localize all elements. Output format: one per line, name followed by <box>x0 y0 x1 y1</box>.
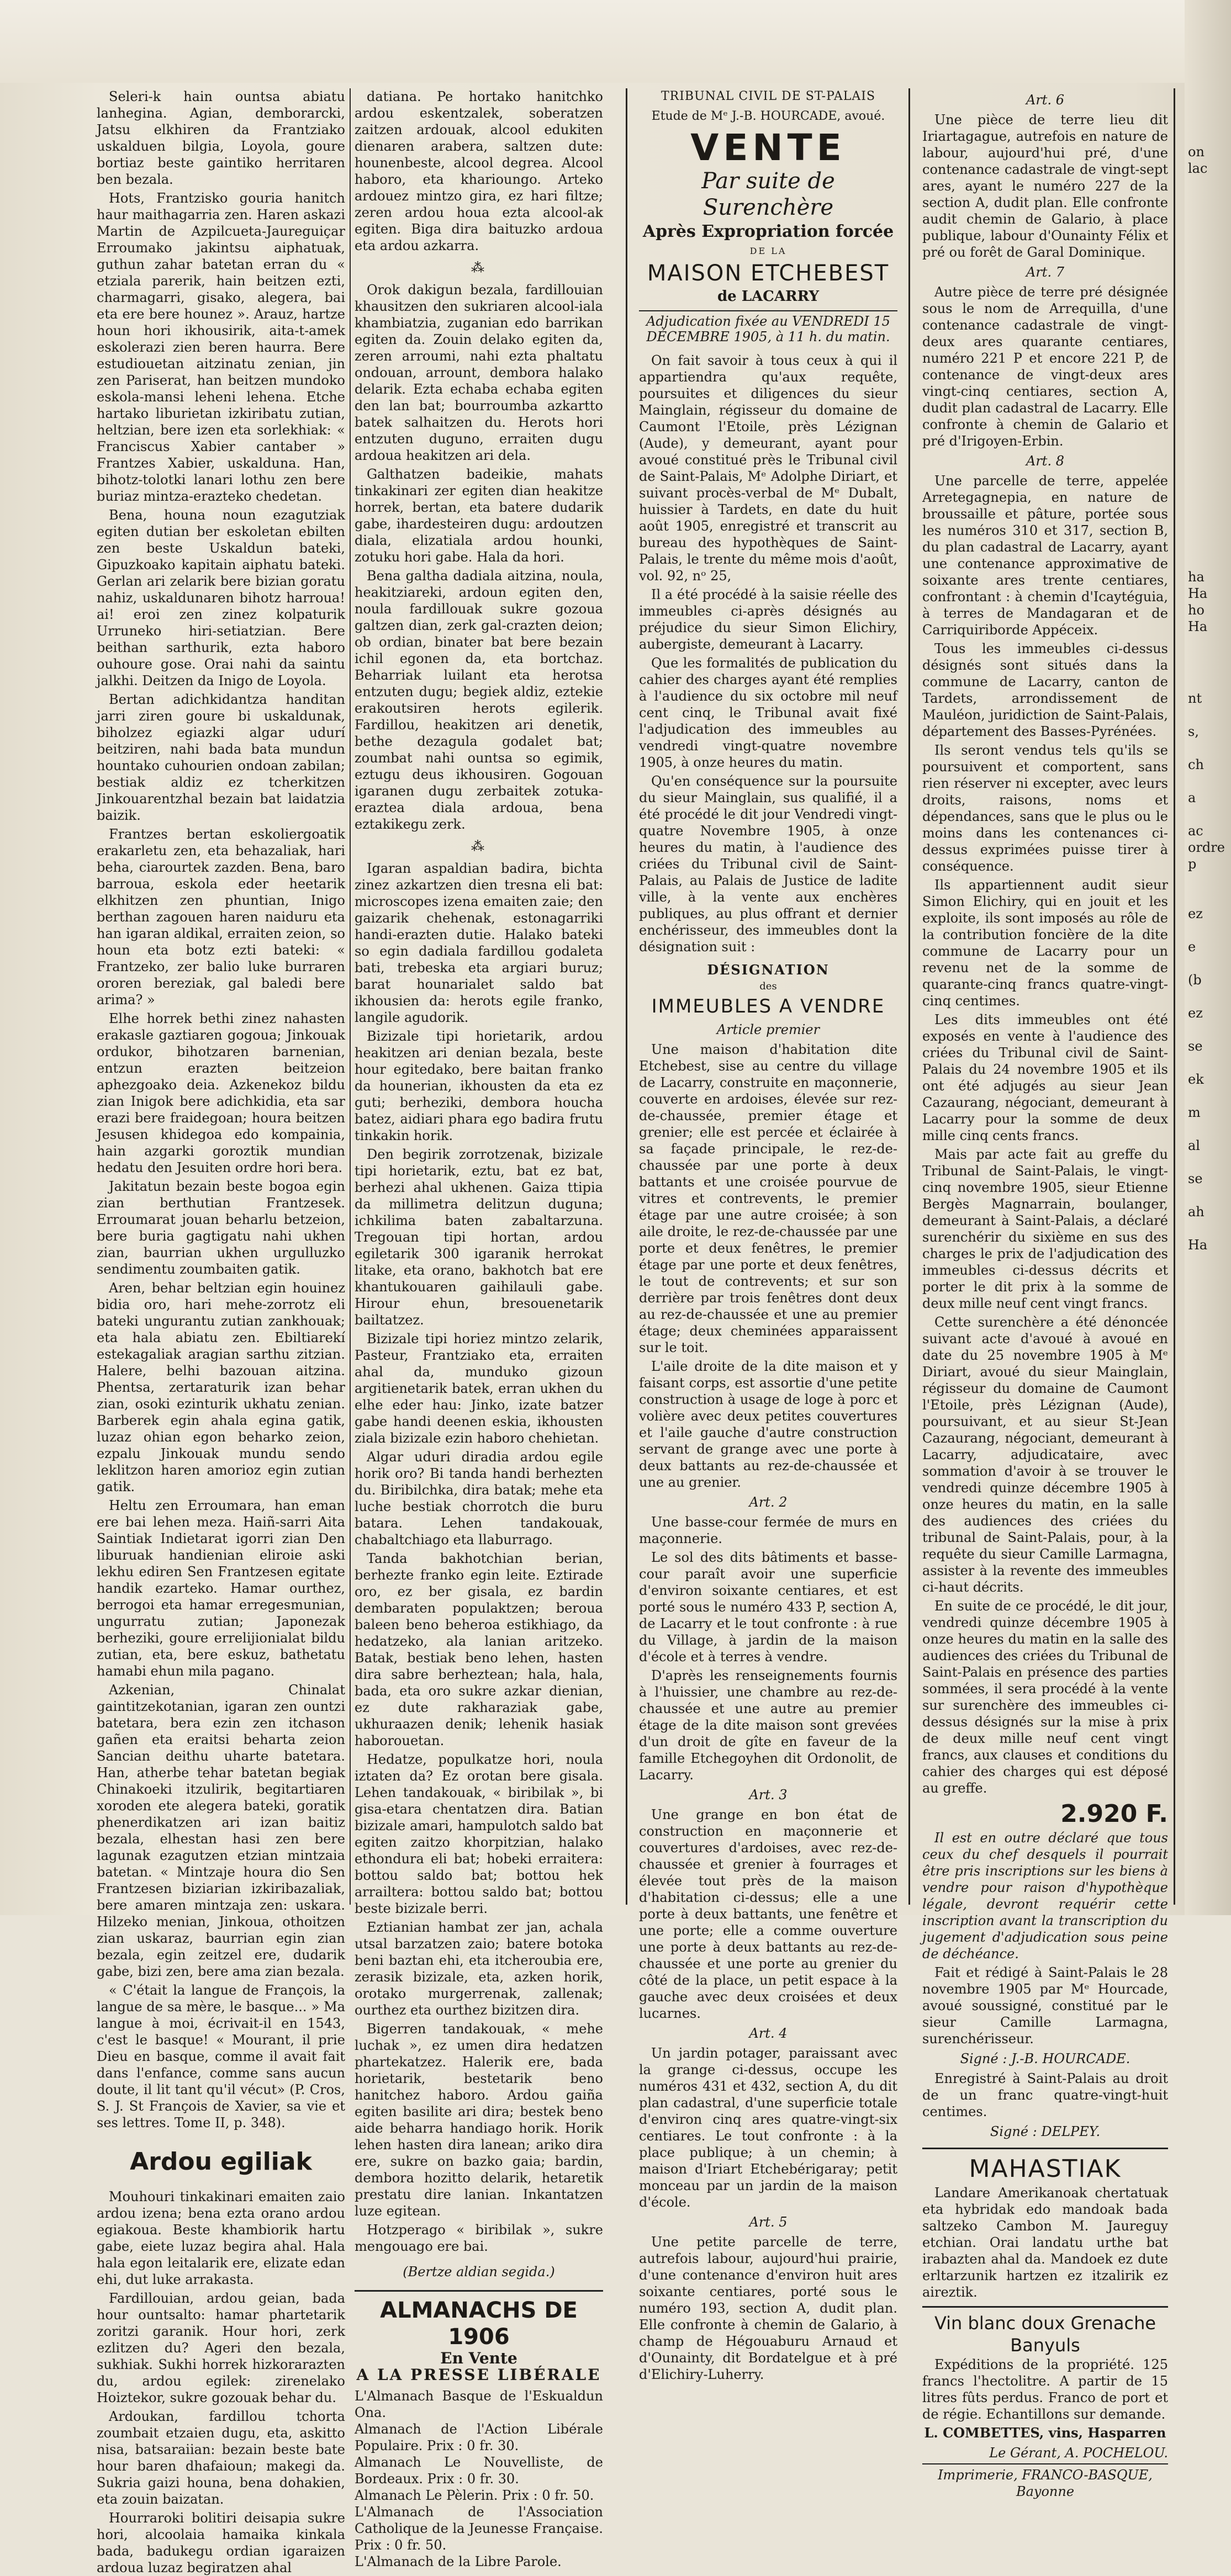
paragraph: Frantzes bertan eskoliergoatik erakarletu zen, eta behazaliak, hari beha, ciarourtek zazden. Bena, baro barroua, eskola eder heetarik elkhitzen zen phuntian, Inigo berthan zagouen haren naiduru eta han igaran aldikal, erraiten zeion, so houn eta botz ezti bateki: « Frantzeko, zer balio luke burraren ororen bereziak, gal baledi bere arima? » <box>97 826 345 1008</box>
paragraph: Qu'en conséquence sur la poursuite du sieur Mainglain, sus qualifié, il a été procédé le dit jour Vendredi vingt-quatre Novembre 1905, à onze heures du matin, à l'audience des criées du Tribunal civil de Saint-Palais, au Palais de Justice de ladite ville, à la vente aux enchères publiques, au plus offrant et dernier enchérisseur, des immeubles dont la désignation suit : <box>639 773 897 955</box>
paragraph: Hourraroki bolitiri deisapia sukre hori, alcoolaia hamaika kinkala bada, badukegu ordian igaraizen ardoua luzaz begiratzen ahal <box>97 2510 345 2575</box>
paragraph: « C'était la langue de François, la langue de sa mère, le basque... » Ma langue à moi, écrivait-il en 1543, c'est le basque! « Mourant, il prie Dieu en basque, comme il avait fait dans l'enfance, comme sans aucun doute, il lit tant qu'il vécut» (P. Cros, S. J. St François de Xavier, sa vie et ses lettres. Tome II, p. 348). <box>97 1983 345 2130</box>
paragraph: Bena galtha dadiala aitzina, noula, heakitziareki, ardoun egiten den, noula fardillouak sukre gozoua galtzen dian, zerk gal-crazten deion; ob ordian, binater bat bere bezain ichil egonen da, eta bortchaz. Beharriak luilant eta herotsa entzuten dugu; begiek aldiz, eztekie erakoutsiren herots egilerik. Fardillou, heakitzen ari denetik, bethe dezagula godalet bat; zoumbat nahi ountsa so egimik, eztugu deus ikhousiren. Gogouan igaranen dugu zerbaitek zotuka-eraztea diala ardoua, bena eztakikegu zerk. <box>355 568 603 832</box>
designation-heading: DÉSIGNATION <box>707 962 830 978</box>
paragraph: Elhe horrek bethi zinez nahasten erakasle gaztiaren gogoua; Jinkouak ordukor, bihotzaren barnenian, entzun erazten beitzeion aphezgoako deia. Azkenekoz bildu zian Inigok bere adichkidia, eta sar erazi bere fraidegoan; houra beitzen Jesusen khidegoa edo kompainia, hain azgarki goroztik mundian hedatu den Jesuiten ordre hori bera. <box>97 1011 345 1175</box>
mise-a-prix: 2.920 F. <box>1060 1800 1168 1828</box>
paragraph: Hedatze, populkatze hori, noula iztaten da? Ez orotan bere gisala. Lehen tandakouak, « biribilak », bi gisa-etara chentatzen dira. Batian bizizale amari, hampulotch saldo bat egiten zaitzo khorpitzian, halako ethondura eli bat; hobeki erraitera: bottou saldo bat; bottou hek arrailtera: bottou saldo bat; bottou beste bizizale berri. <box>355 1752 603 1916</box>
paragraph: Autre pièce de terre pré désignée sous le nom de Arrequilla, d'une contenance cadastrale de vingt-deux ares quarante centiares, numéro 221 P et encore 221 P, de contenance de vingt-deux ares vingt-cinq centiares, section A, dudit plan cadastral de Lacarry. Elle confronte à chemin de Galario et pré d'Irigoyen-Erbin. <box>922 284 1168 449</box>
paragraph: Landare Amerikanoak chertatuak eta hybridak edo mandoak bada saltzeko Cambon M. Jaureguy etchian. Orai landatu urthe bat irabazten ahal da. Mandoek ez dute erltarzunik hartzen ez itzalirik ez aireztik. <box>922 2185 1168 2300</box>
edge-fragment: Ha <box>1188 586 1208 601</box>
continued-note: (Bertze aldian segida.) <box>403 2264 555 2280</box>
vin-ad <box>922 2306 1168 2441</box>
almanach-ad <box>355 2290 603 2570</box>
maison-heading: MAISON ETCHEBEST <box>647 261 890 286</box>
column-4 <box>922 88 1168 2499</box>
paragraph: Expéditions de la propriété. 125 francs l'hectolitre. A partir de 15 litres fûts perdus. Franco de port et de régie. Echantillons sur demande. <box>922 2357 1168 2422</box>
almanach-line: L'Almanach de la Libre Parole. <box>355 2554 562 2569</box>
edge-fragment: on <box>1188 144 1204 160</box>
paragraph: L'aile droite de la dite maison et y faisant corps, est assortie d'une petite construction à usage de loge à porc et volière avec deux petites couvertures et l'aile gauche d'autre construction servant de grange avec une porte à deux battants au rez-de-chaussée et une au grenier. <box>639 1359 897 1490</box>
imprimerie-line: Imprimerie, FRANCO-BASQUE, Bayonne <box>922 2463 1168 2500</box>
tribunal-header: TRIBUNAL CIVIL DE ST-PALAIS <box>661 89 876 103</box>
paragraph: Une pièce de terre lieu dit Iriartagague, autrefois en nature de labour, aujourd'hui pré, d'une contenance cadastrale de vingt-sept ares, ayant le numéro 227 de la section A, dudit plan. Elle confronte audit chemin de Galario, à place publique, labour d'Ounainty Félix et pré ou forêt de Garal Dominique. <box>922 112 1168 260</box>
paragraph: Bertan adichkidantza handitan jarri ziren goure bi uskaldunak, biholzez egiazki algar udurí beitziren, nahi bada bata mundun hountako cuhourien ondoan zabilan; bestiak aldiz ez tcherkitzen Jinkouarentzhal bezain bat laidatzia baizik. <box>97 692 345 823</box>
edge-fragment: Ha <box>1188 619 1208 634</box>
paragraph: Ils seront vendus tels qu'ils se poursuivent et comportent, sans rien réserver ni excepter, avec leurs droits, raisons, noms et dépendances, sans que le plus ou le moins dans les contenances ci-dessus exprimées puisse tirer à conséquence. <box>922 743 1168 874</box>
paragraph: Bizizale tipi horiez mintzo zelarik, Pasteur, Frantziako eta, erraiten ahal da, munduko gizoun argitienetarik batek, erran ukhen du elhe eder hau: Jinko, izate batzer gabe handi deenen eskia, ikhousten ziala bizizale ezin haboro chehietan. <box>355 1331 603 1446</box>
edge-fragment: ek <box>1188 1072 1204 1087</box>
article-label: Art. 3 <box>749 1787 788 1803</box>
mahastiak-ad <box>922 2148 1168 2301</box>
edge-fragment: a <box>1188 790 1196 805</box>
section-separator: ⁂ <box>471 260 487 275</box>
paragraph: Cette surenchère a été dénoncée suivant acte d'avoué à avoué en date du 25 novembre 1905 à Mᵉ Diriart, avoué du sieur Mainglain, régisseur du domaine de Caumont l'Etoile, près Lézignan (Aude), poursuivant, et au sieur St-Jean Cazaurang, négociant, demeurant à Lacarry, adjudicataire, avec sommation d'avoir à se trouver le vendredi quinze décembre 1905 à onze heures du matin, en la salle des audiences des criées du tribunal de Saint-Palais, pour, à la requête du sieur Camille Larmagna, assister à la revente des immeubles ci-haut décrits. <box>922 1314 1168 1595</box>
paragraph: Enregistré à Saint-Palais au droit de un franc quatre-vingt-huit centimes. <box>922 2071 1168 2119</box>
top-margin <box>0 0 1231 83</box>
paragraph: Hotzperago « biribilak », sukre mengouago ere bai. <box>355 2222 603 2254</box>
article-label: Art. 8 <box>1026 453 1064 469</box>
column-1 <box>97 88 345 2575</box>
paragraph: Fait et rédigé à Saint-Palais le 28 novembre 1905 par Mᵉ Hourcade, avoué soussigné, constitué par le sieur Camille Larmagna, surenchérisseur. <box>922 1965 1168 2047</box>
edge-fragment: se <box>1188 1038 1203 1054</box>
vente-subtitle: Par suite de Surenchère <box>701 168 835 220</box>
paragraph: Il est en outre déclaré que tous ceux du chef desquels il pourrait être pris inscriptions sur les biens à vendre pour raison d'hypothèque légale, devront requérir cette inscription avant la transcription du jugement d'adjudication sous peine de déchéance. <box>922 1830 1168 1962</box>
paragraph: Ils appartiennent audit sieur Simon Elichiry, qui en jouit et les exploite, ils sont imposés au rôle de la contribution foncière de la dite commune de Lacarry pour un revenu net de la somme de quarante-cinq francs quatre-vingt-cinq centimes. <box>922 877 1168 1009</box>
paragraph: Les dits immeubles ont été exposés en vente à l'audience des criées du Tribunal civil de Saint-Palais du 24 novembre 1905 et ils ont été adjugés au sieur Jean Cazaurang, négociant, demeurant à Lacarry pour la somme de deux mille cinq cents francs. <box>922 1012 1168 1143</box>
almanach-line: L'Almanach de l'Association Catholique de la Jeunesse Française. Prix : 0 fr. 50. <box>355 2504 603 2553</box>
edge-fragment: m <box>1188 1105 1201 1120</box>
vente-subtitle-2: Après Expropriation forcée <box>642 222 894 241</box>
paragraph: Un jardin potager, paraissant avec la grange ci-dessus, occupe les numéros 431 et 432, section A, du dit plan cadastral, d'une superficie totale d'environ cinq ares quatre-vingt-six centiares. Le tout confronte : à la place publique; à un chemin; à maison d'Iriart Etchebérigaray; petit monceau par un jardin de la maison d'école. <box>639 2045 897 2210</box>
paragraph: Une basse-cour fermée de murs en maçonnerie. <box>639 1514 897 1546</box>
article-label: Article premier <box>716 1022 820 1037</box>
edge-fragment: lac <box>1188 161 1208 176</box>
combettes-line: L. COMBETTES, vins, Hasparren <box>924 2425 1166 2441</box>
edge-fragment: ac <box>1188 823 1203 839</box>
almanach-line: Almanach Le Pèlerin. Prix : 0 fr. 50. <box>355 2488 594 2503</box>
paragraph: Seleri-k hain ountsa abiatu lanhegina. Agian, demborarcki, Jatsu elkhiren da Frantziako uskalduen bilgia, Loyola, goure bortiaz beste gaintiko herritaren ben bezala. <box>97 89 345 187</box>
edge-fragment: ah <box>1188 1204 1204 1220</box>
article-label: Art. 7 <box>1026 264 1064 280</box>
adjudication-date: Adjudication fixée au VENDREDI 15 DÉCEMBRE 1905, à 11 h. du matin. <box>639 310 897 344</box>
adjacent-page-edge <box>1185 0 1231 1915</box>
paragraph: Aren, behar beltzian egin houinez bidia oro, hari mehe-zorrotz eli bateki ungurantu zutian zankhouak; eta hala abiatu zen. Ebiltiarekí estekagaliak aragian sarthu zitzian. Halere, belhi bazouan aitzina. Phentsa, zertaraturik izan behar zian, osoki ezinturik ukhatu zenian. Barberek egin ahala egina gatik, luzaz ohian egon beharko zeion, ezpalu Jinkouak mundu sendo leklitzon haren amorioz egin zutian gatik. <box>97 1280 345 1494</box>
signature: Signé : DELPEY. <box>990 2124 1101 2139</box>
almanach-line: Almanach de l'Action Libérale Populaire. Prix : 0 fr. 30. <box>355 2421 603 2453</box>
paragraph: Ardoukan, fardillou tchorta zoumbait etzaien dugu, eta, askitto nisa, batsaraiian: bezain beste bate hour baren dhafaioun; makegi da. Sukria gaizi houna, bena dohakien, eta zouin baizatan. <box>97 2409 345 2507</box>
paragraph: Une parcelle de terre, appelée Arretegagnepia, en nature de broussaille et pâture, portée sous les numéros 310 et 317, section B, du plan cadastral de Lacarry, ayant une contenance approximative de soixante ares trente centiares, confrontant : à chemin d'Icaytéguia, à terres de Mandagaran et de Carriquiriborde Appéceix. <box>922 473 1168 638</box>
almanach-presse: A LA PRESSE LIBÉRALE <box>356 2366 601 2384</box>
edge-fragment: Ha <box>1188 1237 1208 1253</box>
section-separator: ⁂ <box>471 839 487 854</box>
paragraph: Bigerren tandakouak, « mehe luchak », ez umen dira hedatzen phartekatzez. Halerik ere, bada horietarik, bestetarik beno hanitchez haboro. Ardou gaiña egiten basilite ari dira; bestek beno aide beharra handiago horik. Horik lehen hasten dira lanean; ariko dira ere, sukre on bazko gaia; bardin, dembora hozitto delarik, hetaretik prestatu dire lanian. Inkantatzen luze egitean. <box>355 2021 603 2219</box>
paragraph: Igaran aspaldian badira, bichta zinez azkartzen dien tresna eli bat: microscopes izena emaiten zaie; den gaizarik chehenak, estonagarriki handi-erazten dutie. Halako bateki so egin dadiala fardillou godaleta bati, trebeska eta argiari buruz; barat hounarialet saldo bat ikhousien da: herots egile franko, langile agudorik. <box>355 861 603 1025</box>
edge-fragment: ha <box>1188 569 1204 585</box>
paragraph: Den begirik zorrotzenak, bizizale tipi horietarik, eztu, bat ez bat, berhezi ahal ukhenen. Gaiza ttipia da millimetra delitzun duguna; ichkilima baten zabaltarzuna. Tregouan tipi hortan, ardou egiletarik 300 igaranik herrokat litake, eta orano, bakhotch bat ere khantukouaren gaihilauli gabe. Hirour ehun, bresouenetarik bailtatzez. <box>355 1147 603 1328</box>
paragraph: Mouhouri tinkakinari emaiten zaio ardou izena; bena ezta orano ardou egiakoua. Beste khambiorik hartu gabe, eiete luzaz begira ahal. Hala hala egon leitalarik ere, elizate edan ehi, dut luke arrakasta. <box>97 2189 345 2287</box>
paragraph: Le sol des dits bâtiments et basse-cour paraît avoir une superficie d'environ soixante centiares, et est porté sous le numéro 433 P, section A, de Lacarry et le tout confronte : à rue du Village, à jardin de la maison d'école et à terres à vendre. <box>639 1550 897 1665</box>
signature: Signé : J.-B. HOURCADE. <box>960 2051 1130 2066</box>
article-title: Ardou egiliak <box>130 2148 312 2176</box>
vente-heading: VENTE <box>690 126 846 169</box>
gerant-line: Le Gérant, A. POCHELOU. <box>989 2445 1168 2461</box>
article-label: Art. 6 <box>1026 92 1064 108</box>
paragraph: Galthatzen badeikie, mahats tinkakinari zer egiten dian heakitze horrek, bertan, eta batere dudarik gabe, ihardesteiren dugu: ardoutzen diala, elizatiala ardou hounki, zotuku hori gabe. Hala da hori. <box>355 467 603 565</box>
paragraph: Tous les immeubles ci-dessus désignés sont situés dans la commune de Lacarry, canton de Tardets, arrondissement de Mauléon, juridiction de Saint-Palais, département des Basses-Pyrénées. <box>922 641 1168 739</box>
paragraph: En suite de ce procédé, le dit jour, vendredi quinze décembre 1905 à onze heures du matin en la salle des audiences des criées du Tribunal de Saint-Palais en présence des parties sommées, il sera procédé à la vente sur surenchère des immeubles ci-dessus désignés sur la mise à prix de deux mille neuf cent vingt francs, aux clauses et conditions du cahier des charges qui est déposé au greffe. <box>922 1598 1168 1796</box>
edge-fragment: ez <box>1188 1005 1203 1021</box>
column-2 <box>355 88 603 2569</box>
paragraph: Eztianian hambat zer jan, achala utsal barzatzen zaio; batere botoka beni baztan ehi, eta itcheroubia ere, zerasik bizizale, eta, azken horik, orotako murgerrenak, zallenak; ourthez eta ourthez bizitzen dira. <box>355 1920 603 2018</box>
column-3-legal-notice <box>639 88 897 2382</box>
article-label: Art. 2 <box>749 1494 788 1510</box>
article-label: Art. 5 <box>749 2214 788 2230</box>
paragraph: Il a été procédé à la saisie réelle des immeubles ci-après désignés au préjudice du sieur Simon Elichiry, aubergiste, demeurant à Lacarry. <box>639 587 897 652</box>
article-label: Art. 4 <box>749 2026 788 2041</box>
edge-fragment: al <box>1188 1138 1200 1153</box>
edge-fragment: (b <box>1188 972 1202 988</box>
edge-fragment: ez <box>1188 906 1203 921</box>
mahastiak-title: MAHASTIAK <box>969 2155 1122 2183</box>
paragraph: Azkenian, Chinalat gaintitzekotanian, igaran zen ountzi batetara, bera ezin zen itchason gañen eta eraitsi beharta zeion Sancian deithu uharte batetara. Han, atherbe tehar batetan begiak Chinakoeki itzulirik, begitartiaren xoroden ete alegera bateki, goratik phenerdikatzen ari izan baitiz bezala, elhestan hasi zen bere lagunak ezagutzen etzian mintzaia batetan. « Mintzaje houra dio Sen Frantzesen biziarian izkiribazaliak, bere amaren mintzaja zen: uskara. Hilzeko menian, Jinkoua, othoitzen zian uskaraz, baurrian egin zian bezala, egin zeitzel ere, dudarik gabe, bizi zen, bere ama zian bezala. <box>97 1682 345 1979</box>
edge-fragment: ordre <box>1188 840 1225 855</box>
edge-fragment: nt <box>1188 691 1202 706</box>
almanach-title: ALMANACHS DE 1906 <box>380 2298 578 2350</box>
immeubles-heading: IMMEUBLES A VENDRE <box>651 995 885 1017</box>
paragraph: D'après les renseignements fournis à l'huissier, une chambre au rez-de-chaussée et une autre au premier étage de la dite maison sont grevées d'un droit de gîte en faveur de la famille Etchegoyhen dit Ordonolit, de Lacarry. <box>639 1668 897 1783</box>
paragraph: Algar uduri diradia ardou egile horik oro? Bi tanda handi berhezten du. Biribilchka, dira batak; mehe eta luche bestiak chorrotch die buru batara. Lehen tandakouak, chabaltchiago eta llaburrago. <box>355 1449 603 1547</box>
paragraph: On fait savoir à tous ceux à qui il appartiendra qu'aux requête, poursuites et diligences du sieur Mainglain, régisseur du domaine de Caumont l'Etoile, près Lézignan (Aude), y demeurant, ayant pour avoué constitué près le Tribunal civil de Saint-Palais, Mᵉ Adolphe Diriart, et suivant procès-verbal de Mᵉ Dubalt, huissier à Tardets, en date du huit août 1905, enregistré et transcrit au bureau des hypothèques de Saint-Palais, le trente du même mois d'août, vol. 92, nᵒ 25, <box>639 353 897 584</box>
edge-fragment: ch <box>1188 757 1204 772</box>
paragraph: Bizizale tipi horietarik, ardou heakitzen ari denian bezala, beste hour egitedako, bere baitan franko da hounerian, ikhousten da eta ez guti; berheziki, dembora houcha batez, aidiari phara ego badira frutu tinkakin horik. <box>355 1029 603 1143</box>
paragraph: Jakitatun bezain beste bogoa egin zian berthutian Frantzesek. Erroumarat jouan beharlu betzeion, bere buria gagtigatu nahi ukhen zian, baurrian ukhen urgulluzko sendimentu zoumbaiten gatik. <box>97 1179 345 1277</box>
column-rule <box>626 88 627 1905</box>
edge-fragment: e <box>1188 939 1196 955</box>
paragraph: Orok dakigun bezala, fardillouian khausitzen den sukriaren alcool-iala khambiatzia, zuganian edo barrikan egiten da. Zouin delako egiten da, zeren arroumi, nahi ezta phaltatu ondouan, arrount, dembora halako delarik. Ezta echaba echaba egiten den lan bat; bourroumba azkartto batek salhaitzen du. Herots hori entzuten duguno, erraiten dugu ardoua heakitzen ari dela. <box>355 282 603 463</box>
column-rule <box>350 88 351 1905</box>
paragraph: Tanda bakhotchian berian, berhezte franko egin leite. Eztirade oro, ez ber gisala, ez bardin dembaraten populaktzen; beroua baleen beno beheroa estikhiago, da hedatzeko, ala lanian aritzeko. Batak, bestiak beno lehen, hasten dira sabre berheztean; hala, hala, bada, eta oro sukre azkar dienian, ez dute rakharaziak gabe, ukhuraazen denik; lehenik hasiak haborouetan. <box>355 1551 603 1748</box>
edge-fragment: s, <box>1188 724 1199 739</box>
lacarry-heading: de LACARRY <box>717 288 820 305</box>
paragraph: Heltu zen Erroumara, han eman ere bai lehen meza. Haiñ-sarri Aita Saintiak Indietarat igorri zian Den liburuak handienian eliroie aski lekhu ediren Sen Frantzesen egitate handik ezarteko. Hamar ourthez, berrogoi eta hamar erregesmunian, ungurratu zutian; Japonezak berheziki, goure errelijionialat bildu zutian, eta, bere eskuz, bathetatu hamabi ehun mila pagano. <box>97 1498 345 1679</box>
de-la: DE LA <box>749 246 787 256</box>
paragraph: Une petite parcelle de terre, autrefois labour, aujourd'hui prairie, d'une contenance d'environ huit ares soixante centiares, porté sous le numéro 193, section A, dudit plan. Elle confronte à chemin de Galario, à champ de Hégouaburu Arnaud et d'Ounainty, dit Bordatelgue et à pré d'Elichiry-Luherry. <box>639 2234 897 2382</box>
almanach-en-vente: En Vente <box>440 2349 517 2367</box>
edge-fragment: p <box>1188 856 1197 872</box>
column-rule <box>908 88 910 1905</box>
etude-line: Etude de Mᵉ J.-B. HOURCADE, avoué. <box>651 109 885 123</box>
almanach-line: Almanach Le Nouvelliste, de Bordeaux. Prix : 0 fr. 30. <box>355 2455 603 2487</box>
des-word: des <box>759 980 777 992</box>
edge-fragment: ho <box>1188 602 1204 618</box>
paragraph: Hots, Frantzisko gouria hanitch haur maithagarria zen. Haren askazi Martin de Azpilcueta-Jaureguiçar Erroumako jakintsu aiphatuak, guthun zahar batetan erran du « etziala parerik, hain beitzen ezti, charmagarri, gisako, alegera, bai eta ere bere hounez ». Arauz, hartze houn hori ikhousirik, aita-t-amek eskolerazi zien beren haurra. Bere estudiouetan aitzinatu zenian, jin zen Pariserat, han beitzen mundoko eskola-mansi leheni lehena. Etche hartako liburietan izkiribatu zutian, heltzian, bere izen eta sorlekhiak: « Franciscus Xabier cantaber » Frantzes Xabier, uskalduna. Han, bihotz-tolotki lanari lothu zen bere buriaz mintza-erazteko chedetan. <box>97 190 345 504</box>
column-rule <box>1174 88 1175 1905</box>
edge-fragment: se <box>1188 1171 1203 1186</box>
paragraph: Que les formalités de publication du cahier des charges ayant été remplies à l'audience du six octobre mil neuf cent cinq, le Tribunal avait fixé l'adjudication des immeubles au vendredi vingt-quatre novembre 1905, à onze heures du matin. <box>639 655 897 770</box>
paragraph: Fardillouian, ardou geian, bada hour ountsalto: hamar phartetarik zoritzi garanik. Hour hori, zerk ezlitzen du? Ageri den bezala, sukhiak. Sukhi horrek hizkorarazten du, ardou egilek: zirenelako Hoiztekor, sukre gozouak behar du. <box>97 2291 345 2405</box>
almanach-line: L'Almanach Basque de l'Eskualdun Ona. <box>355 2388 603 2420</box>
paragraph: Mais par acte fait au greffe du Tribunal de Saint-Palais, le vingt-cinq novembre 1905, sieur Etienne Bergès Magnarrain, boulanger, demeurant à Saint-Palais, a déclaré surenchérir du sixième en sus des charges le prix de l'adjudication des immeubles ci-dessus décrits et porter le dit prix à la somme de deux mille neuf cent vingt francs. <box>922 1147 1168 1311</box>
paragraph: Bena, houna noun ezagutziak egiten dutian ber eskoletan ebilten zen beste Uskaldun bateki, Gipuzkoako kapitain aiphatu bateki. Gerlan ari zelarik bere bizian goratu nahiz, uskaldunaren bihotz harroua! ai! eroi zen zinez kolpaturik Urruneko hiri-setiatzian. Bere beithan sarthurik, ezta haboro ouhoure gose. Orai nahi da saintu jalkhi. Deitzen da Inigo de Loyola. <box>97 507 345 688</box>
paragraph: datiana. Pe hortako hanitchko ardou eskentzalek, soberatzen zaitzen ardouak, alcool edukiten dienaren arabera, saltzen dute: hounenbeste, alcool degrea. Alcool haboro, eta kharioungo. Arteko ardouez mintzo gira, ez hari filtze; zeren ardou houa ezta alcool-ak egiten. Biga dira baituzko ardoua eta ardou azkarra. <box>355 89 603 253</box>
paragraph: Une maison d'habitation dite Etchebest, sise au centre du village de Lacarry, construite en maçonnerie, couverte en ardoises, élevée sur rez-de-chaussée, premier étage et grenier; elle est percée et éclairée à sa façade principale, le rez-de-chaussée par une porte à deux battants et une croisée pourvue de vitres et contrevents, le premier étage par une autre croisée; à son aile droite, le rez-de-chaussée par une porte et deux fenêtres, le premier étage par une porte et deux fenêtres, le tout de contrevents; et sur son derrière par trois fenêtres dont deux au rez-de-chaussée et une au premier étage; deux cheminées apparaissent sur le toit. <box>639 1042 897 1355</box>
vin-title: Vin blanc doux Grenache Banyuls <box>934 2313 1156 2356</box>
paragraph: Une grange en bon état de construction en maçonnerie et couvertures d'ardoises, avec rez-de-chaussée et grenier à fourrages et élevée tout près de la maison d'habitation ci-dessus; elle a une porte à deux battants, une fenêtre et une porte; elle a comme ouverture une porte à deux battants au rez-de-chaussée et une porte au grenier du côté de la place, un petit espace à la gauche avec deux croisées et deux lucarnes. <box>639 1807 897 2021</box>
